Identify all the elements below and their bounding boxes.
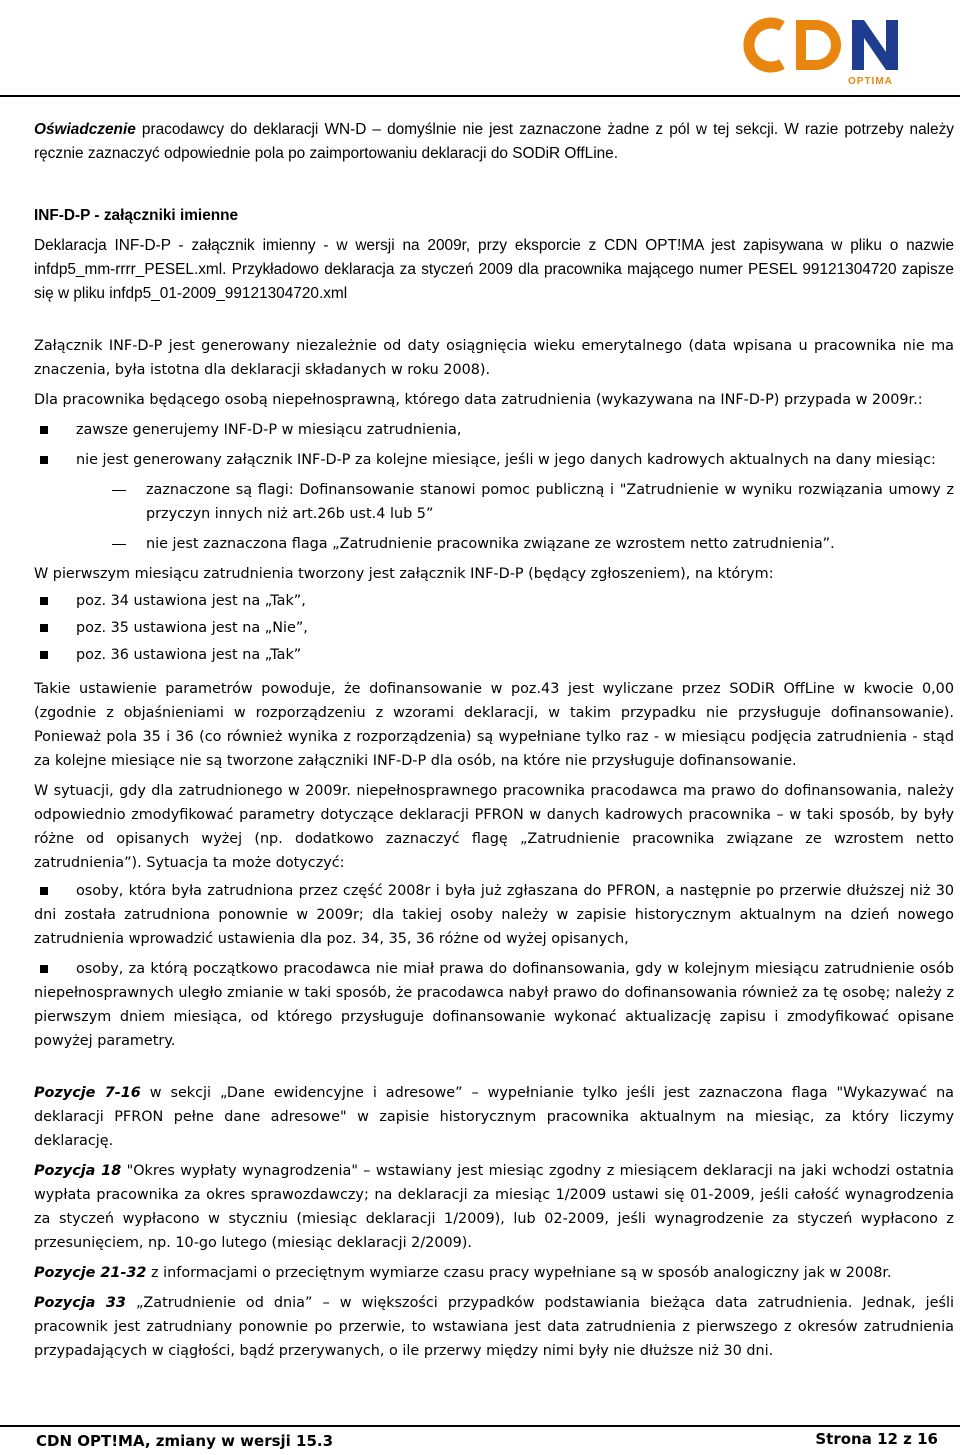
paragraph-zalacznik: Załącznik INF-D-P jest generowany niezależnie od daty osiągnięcia wieku emerytalnego (data wpisana u pracownika nie ma znaczenia, była istotna dla deklaracji składanych w roku 2008).	[34, 338, 954, 378]
dash-item: nie jest zaznaczona flaga „Zatrudnienie pracownika związane ze wzrostem netto zatrudnienia”.	[34, 532, 954, 556]
logo-subtext: OPTIMA	[848, 76, 893, 87]
document-body	[34, 118, 954, 1363]
page-number: Strona 12 z 16	[815, 1430, 938, 1448]
header-rule	[0, 95, 960, 97]
logo-d-shape	[796, 20, 841, 70]
section-heading: INF-D-P - załączniki imienne	[34, 207, 239, 224]
paragraph-pierwszy-miesiac: W pierwszym miesiącu zatrudnienia tworzony jest załącznik INF-D-P (będący zgłoszeniem), na którym:	[34, 566, 774, 582]
footer-rule	[0, 1425, 960, 1427]
paragraph-sytuacja: W sytuacji, gdy dla zatrudnionego w 2009r. niepełnosprawnego pracownika pracodawca ma prawo do dofinansowania, należy odpowiednio zmodyfikować parametry dotyczące deklaracji PFRON w danych kadrowych pracownika – w taki sposób, by były różne od opisanych wyżej (np. dodatkowo zaznaczyć flagę „Zatrudnienie pracownika związane ze wzrostem netto zatrudnienia”). Sytuacja ta może dotyczyć:	[34, 783, 954, 871]
logo-c-shape	[749, 23, 782, 67]
paragraph-infdp-file: Deklaracja INF-D-P - załącznik imienny - w wersji na 2009r, przy eksporcie z CDN OPT!MA jest zapisywana w pliku o nazwie infdp5_mm-rrrr_PESEL.xml. Przykładowo deklaracja za styczeń 2009 dla pracownika mającego numer PESEL 99121304720 zapisze się w pliku infdp5_01-2009_99121304720.xml	[34, 237, 954, 302]
paragraph-niepelnosprawny: Dla pracownika będącego osobą niepełnosprawną, którego data zatrudnienia (wykazywana na INF-D-P) przypada w 2009r.:	[34, 392, 923, 408]
bullet-item: zawsze generujemy INF-D-P w miesiącu zatrudnienia,	[34, 418, 954, 442]
bullet-item: osoby, która była zatrudniona przez część 2008r i była już zgłaszana do PFRON, a następnie po przerwie dłuższej niż 30 dni została zatrudniona ponownie w 2009r; dla takiej osoby należy w zapisie historycznym aktualnym na dzień nowego zatrudnienia wprowadzić ustawienia dla poz. 34, 35, 36 różne od wyżej opisanych,	[34, 879, 954, 951]
paragraph-pozycje-21-32: Pozycje 21-32 z informacjami o przeciętnym wymiarze czasu pracy wypełniane są w sposób analogiczny jak w 2008r.	[34, 1265, 892, 1281]
bullet-poz-35: poz. 35 ustawiona jest na „Nie”,	[34, 616, 954, 640]
paragraph-pozycje-7-16: Pozycje 7-16 w sekcji „Dane ewidencyjne i adresowe” – wypełnianie tylko jeśli jest zaznaczona flaga "Wykazywać na deklaracji PFRON pełne dane adresowe" w zapisie historycznym pracownika aktualnym na miesiąc, za który liczymy deklarację.	[34, 1085, 955, 1149]
dash-item: zaznaczone są flagi: Dofinansowanie stanowi pomoc publiczną i "Zatrudnienie w wyniku rozwiązania umowy z przyczyn innych niż art.26b ust.4 lub 5”	[34, 478, 954, 526]
bullet-item: osoby, za którą początkowo pracodawca nie miał prawa do dofinansowania, gdy w kolejnym miesiącu zatrudnienie osób niepełnosprawnych uległo zmianie w taki sposób, że pracodawca nabył prawo do dofinansowania również za tę osobę; należy z pierwszym dniem miesiąca, od którego przysługuje dofinansowanie wykonać aktualizację zapisu i zmodyfikować opisane powyżej parametry.	[34, 957, 954, 1053]
paragraph-ustawienie: Takie ustawienie parametrów powoduje, że dofinansowanie w poz.43 jest wyliczane przez SODiR OffLine w kwocie 0,00 (zgodnie z objaśnieniami w rozporządzeniu z wzorami deklaracji, w takim przypadku nie przysługuje dofinansowanie). Ponieważ pola 35 i 36 (co również wynika z rozporządzenia) są wypełniane tylko raz - w miesiącu podjęcia zatrudnienia - stąd za kolejne miesiące nie są tworzone załączniki INF-D-P dla osób, na które nie przysługuje dofinansowanie.	[34, 681, 954, 769]
lead-oswiadczenie: Oświadczenie	[34, 121, 136, 138]
bullet-poz-36: poz. 36 ustawiona jest na „Tak”	[34, 643, 954, 667]
footer-title: CDN OPT!MA, zmiany w wersji 15.3	[36, 1432, 334, 1450]
paragraph-oswiadczenie: Oświadczenie pracodawcy do deklaracji WN-D – domyślnie nie jest zaznaczone żadne z pól w tej sekcji. W razie potrzeby należy ręcznie zaznaczyć odpowiednie pola po zaimportowaniu deklaracji do SODiR OffLine.	[34, 121, 954, 162]
logo-n-shape	[852, 20, 898, 70]
bullet-poz-34: poz. 34 ustawiona jest na „Tak”,	[34, 589, 954, 613]
bullet-item: nie jest generowany załącznik INF-D-P za kolejne miesiące, jeśli w jego danych kadrowych aktualnych na dany miesiąc:	[34, 448, 954, 472]
cdn-optima-logo	[730, 8, 942, 88]
paragraph-pozycja-18: Pozycja 18 "Okres wypłaty wynagrodzenia" – wstawiany jest miesiąc zgodny z miesiącem deklaracji na jaki wchodzi ostatnia wypłata pracownika za okres sprawozdawczy; na deklaracji za miesiąc 1/2009 ustawi się 01-2009, jeśli całość wynagrodzenia za styczeń wypłacono w styczniu (miesiąc deklaracji 1/2009), lub 02-2009, jeśli wynagrodzenie za styczeń wypłacono z przesunięciem, np. 10-go lutego (miesiąc deklaracji 2/2009).	[34, 1163, 954, 1251]
paragraph-pozycja-33: Pozycja 33 „Zatrudnienie od dnia” – w większości przypadków podstawiania bieżąca data zatrudnienia. Jednak, jeśli pracownik jest zatrudniany ponownie po przerwie, to wstawiana jest data zatrudnienia z pierwszego z okresów zatrudnienia przypadających w ciągłości, bądź przerywanych, o ile przerwy między nimi były nie dłuższe niż 30 dni.	[34, 1295, 954, 1359]
